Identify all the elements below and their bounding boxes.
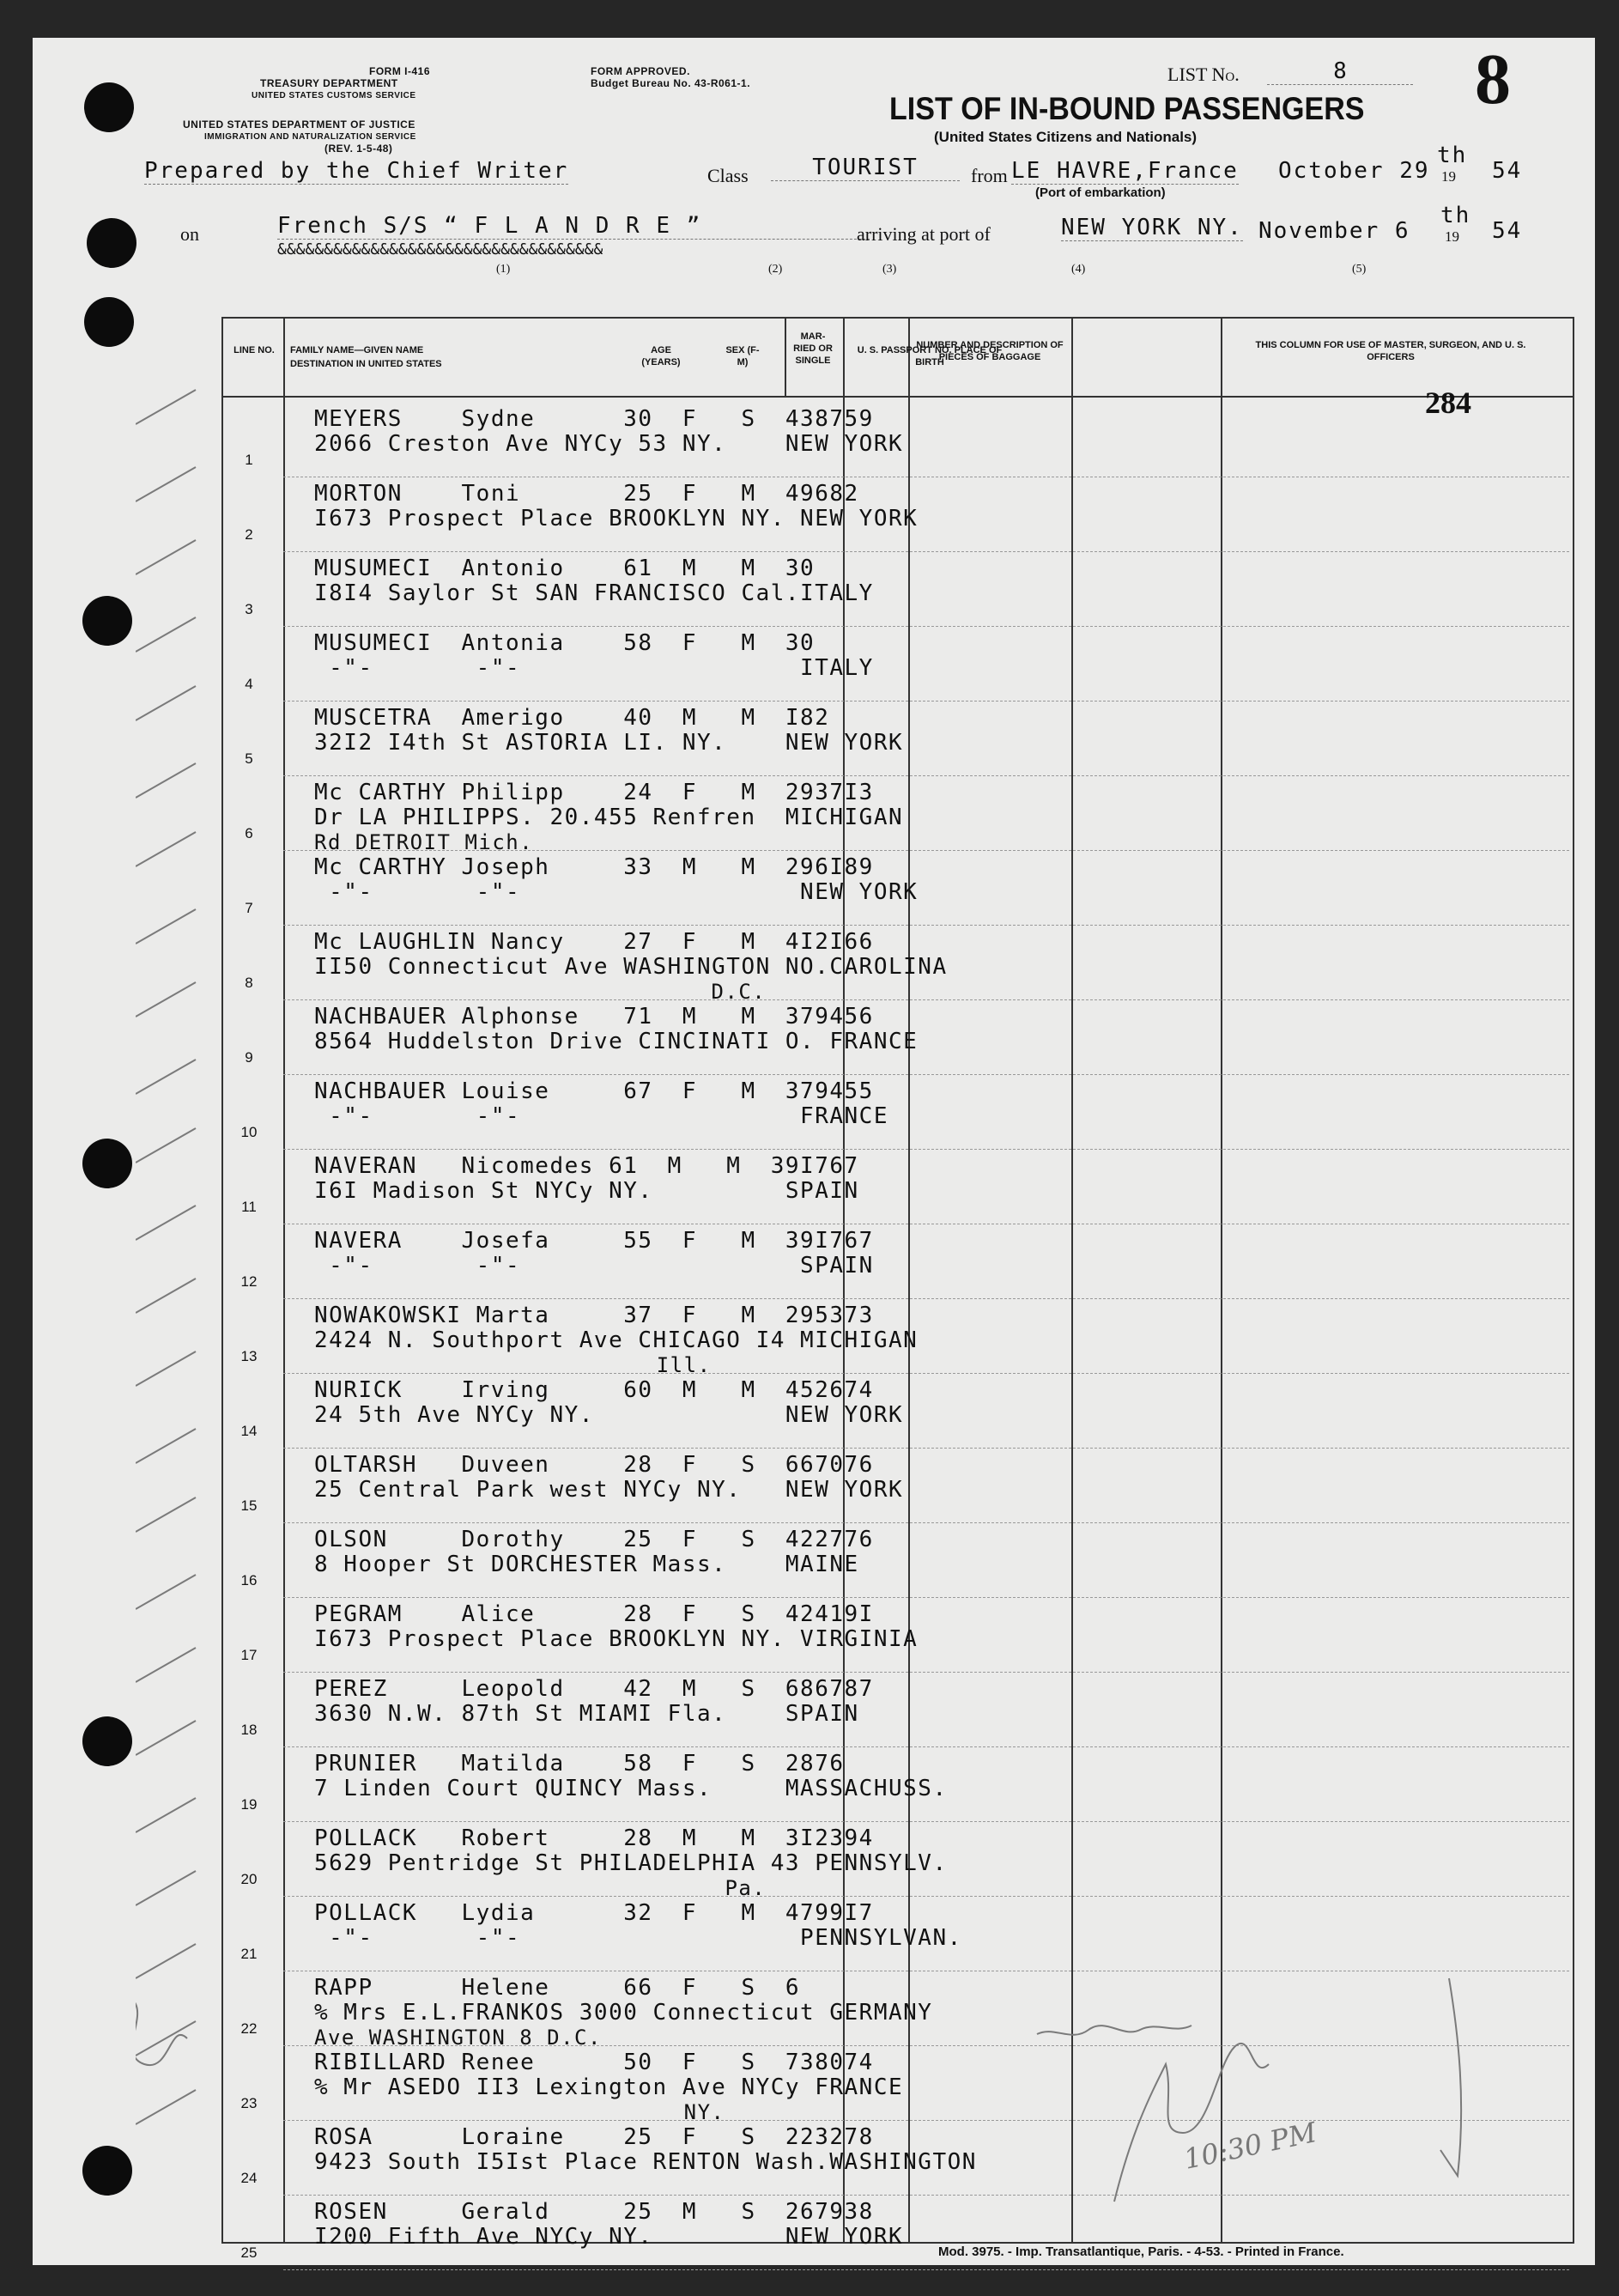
passenger-entry-line: PEREZ Leopold 42 M S 686787: [314, 1676, 874, 1702]
ship-strikeout: &&&&&&&&&&&&&&&&&&&&&&&&&&&&&&&&&&&: [277, 240, 603, 258]
line-number: 6: [245, 825, 253, 841]
budget-bureau: Budget Bureau No. 43-R061-1.: [591, 77, 751, 89]
line-number: 25: [240, 2244, 258, 2261]
passenger-entry-line: ROSA Loraine 25 F S 223278: [314, 2124, 874, 2150]
col-header-line: LINE NO.: [233, 345, 275, 355]
col-header-name: FAMILY NAME—GIVEN NAME: [290, 345, 424, 355]
col-header-destination: DESTINATION IN UNITED STATES: [290, 359, 442, 369]
line-number: 22: [240, 2020, 258, 2037]
passenger-entry-line: I8I4 Saylor St SAN FRANCISCO Cal.ITALY: [314, 580, 874, 606]
punch-hole: [84, 297, 134, 347]
customs-service: UNITED STATES CUSTOMS SERVICE: [252, 91, 416, 100]
document-page: [33, 38, 1595, 2265]
departure-year: 54: [1492, 158, 1523, 184]
passenger-entry-line: MUSUMECI Antonio 61 M M 30: [314, 556, 816, 581]
passenger-entry-line: I673 Prospect Place BROOKLYN NY. NEW YORK: [314, 506, 919, 531]
passenger-entry-line: MEYERS Sydne 30 F S 438759: [314, 406, 874, 432]
list-no-label: LIST No.: [1167, 64, 1240, 85]
arrival-port: NEW YORK NY.: [1061, 215, 1243, 240]
passenger-entry-line: MUSCETRA Amerigo 40 M M I82: [314, 705, 830, 731]
arrival-date: November 6: [1258, 218, 1410, 244]
form-approved: FORM APPROVED.: [591, 65, 690, 77]
arriving-label: arriving at port of: [857, 223, 991, 245]
passenger-entry-line: ROSEN Gerald 25 M S 267938: [314, 2199, 874, 2225]
line-number: 17: [240, 1647, 258, 1663]
arrival-year: 54: [1492, 218, 1523, 244]
passenger-entry-line: NAVERA Josefa 55 F M 39I767: [314, 1228, 874, 1254]
col-header-passport: U. S. PASSPORT NO. PLACE OF BIRTH: [857, 345, 1003, 367]
col-num-1: (1): [496, 263, 511, 276]
line-number: 21: [240, 1946, 258, 1962]
passenger-entry-line: MUSUMECI Antonia 58 F M 30: [314, 630, 816, 656]
passenger-entry-line: Ill.: [314, 1353, 712, 1377]
passenger-entry-line: 25 Central Park west NYCy NY. NEW YORK: [314, 1477, 904, 1503]
line-number: 24: [240, 2170, 258, 2186]
passenger-entry-line: -"- -"- FRANCE: [314, 1103, 888, 1129]
passenger-entry-line: NAVERAN Nicomedes 61 M M 39I767: [314, 1153, 859, 1179]
line-number: 23: [240, 2095, 258, 2111]
passenger-entry-line: 2066 Creston Ave NYCy 53 NY. NEW YORK: [314, 431, 904, 457]
line-number: 2: [245, 526, 253, 543]
punch-hole: [82, 1716, 132, 1766]
line-number: 13: [240, 1348, 258, 1364]
passenger-entry-line: Mc CARTHY Joseph 33 M M 296I89: [314, 854, 874, 880]
page-subtitle: (United States Citizens and Nationals): [934, 129, 1198, 145]
passenger-entry-line: -"- -"- PENNSYLVAN.: [314, 1925, 962, 1951]
passenger-entry-line: -"- -"- ITALY: [314, 655, 874, 681]
col-num-4: (4): [1071, 263, 1086, 276]
line-number: 11: [241, 1199, 257, 1215]
row-divider: [283, 2269, 1569, 2270]
prepared-by: Prepared by the Chief Writer: [144, 158, 569, 184]
on-label: on: [180, 223, 199, 245]
treasury-dept: TREASURY DEPARTMENT: [260, 77, 398, 89]
passenger-entry-line: PRUNIER Matilda 58 F S 2876: [314, 1751, 845, 1777]
passenger-entry-line: Rd DETROIT Mich.: [314, 830, 534, 854]
departure-century: 19: [1441, 168, 1456, 185]
punch-hole: [84, 82, 134, 132]
passenger-entry-line: 7 Linden Court QUINCY Mass. MASSACHUSS.: [314, 1776, 948, 1801]
port-of-embarkation: LE HAVRE,France: [1011, 158, 1239, 184]
col-header-officers: THIS COLUMN FOR USE OF MASTER, SURGEON, AND U. S. OFFICERS: [1255, 340, 1526, 362]
punch-hole: [87, 218, 136, 268]
col-num-2: (2): [768, 263, 783, 276]
line-number: 15: [240, 1497, 258, 1514]
passenger-entry-line: POLLACK Lydia 32 F M 4799I7: [314, 1900, 874, 1926]
passenger-entry-line: NACHBAUER Alphonse 71 M M 379456: [314, 1004, 874, 1030]
passenger-entry-line: % Mrs E.L.FRANKOS 3000 Connecticut GERMANY: [314, 2000, 933, 2026]
passenger-entry-line: NOWAKOWSKI Marta 37 F M 295373: [314, 1303, 874, 1328]
line-number: 9: [245, 1049, 253, 1066]
passenger-entry-line: % Mr ASEDO II3 Lexington Ave NYCy FRANCE: [314, 2074, 904, 2100]
handwritten-time: 10:30 PM: [1180, 2116, 1319, 2176]
line-number: 10: [240, 1124, 258, 1140]
page-title: LIST OF IN-BOUND PASSENGERS: [889, 91, 1365, 126]
line-number: 12: [240, 1273, 258, 1290]
passenger-entry-line: 8564 Huddelston Drive CINCINATI O. FRANCE: [314, 1029, 919, 1054]
pencil-annotations: [136, 381, 1543, 2219]
punch-hole: [82, 596, 132, 646]
passenger-entry-line: POLLACK Robert 28 M M 3I2394: [314, 1825, 874, 1851]
passenger-entry-line: 32I2 I4th St ASTORIA LI. NY. NEW YORK: [314, 730, 904, 756]
footer-imprint: Mod. 3975. - Imp. Transatlantique, Paris. - 4-53. - Printed in France.: [938, 2244, 1344, 2259]
passenger-entry-line: 5629 Pentridge St PHILADELPHIA 43 PENNSYLV.: [314, 1850, 948, 1876]
passenger-entry-line: Pa.: [314, 1876, 767, 1900]
departure-date: October 29: [1278, 158, 1430, 184]
line-number: 18: [240, 1722, 258, 1738]
passenger-entry-line: NURICK Irving 60 M M 452674: [314, 1377, 874, 1403]
passenger-entry-line: RAPP Helene 66 F S 6: [314, 1975, 801, 2001]
punch-hole: [82, 1139, 132, 1188]
arrival-century: 19: [1445, 228, 1459, 245]
passenger-entry-line: D.C.: [314, 980, 767, 1004]
passenger-entry-line: MORTON Toni 25 F M 49682: [314, 481, 859, 507]
passenger-entry-line: I673 Prospect Place BROOKLYN NY. VIRGINIA: [314, 1626, 919, 1652]
class-value: TOURIST: [771, 155, 960, 181]
line-number: 14: [240, 1423, 258, 1439]
passenger-entry-line: I200 Fifth Ave NYCy NY. NEW YORK: [314, 2224, 904, 2250]
passenger-entry-line: 2424 N. Southport Ave CHICAGO I4 MICHIGAN: [314, 1327, 919, 1353]
passenger-entry-line: OLTARSH Duveen 28 F S 667076: [314, 1452, 874, 1478]
passenger-entry-line: Dr LA PHILIPPS. 20.455 Renfren MICHIGAN: [314, 805, 904, 830]
line-number: 7: [245, 900, 253, 916]
passenger-entry-line: -"- -"- NEW YORK: [314, 879, 919, 905]
passenger-entry-line: PEGRAM Alice 28 F S 42419I: [314, 1601, 874, 1627]
arrival-date-suffix: th: [1440, 203, 1471, 228]
passenger-entry-line: OLSON Dorothy 25 F S 422776: [314, 1527, 874, 1552]
passenger-entry-line: NY.: [314, 2100, 725, 2124]
col-header-baggage: NUMBER AND DESCRIPTION OF PIECES OF BAGGAGE: [916, 340, 1064, 362]
stamp-number: 284: [1425, 386, 1471, 420]
col-num-5: (5): [1352, 263, 1367, 276]
list-no-value: 8: [1267, 58, 1413, 85]
ship-name: French S/S “ F L A N D R E ”: [277, 213, 870, 240]
passenger-entry-line: 3630 N.W. 87th St MIAMI Fla. SPAIN: [314, 1701, 859, 1727]
line-number: 1: [245, 452, 253, 468]
passenger-entry-line: I6I Madison St NYCy NY. SPAIN: [314, 1178, 859, 1204]
passenger-entry-line: -"- -"- SPAIN: [314, 1253, 874, 1279]
passenger-entry-line: RIBILLARD Renee 50 F S 738074: [314, 2050, 874, 2075]
passenger-entry-line: II50 Connecticut Ave WASHINGTON NO.CAROLINA: [314, 954, 948, 980]
line-number: 3: [245, 601, 253, 617]
form-number: FORM I-416: [369, 65, 431, 77]
col-num-3: (3): [882, 263, 897, 276]
passenger-entry-line: 8 Hooper St DORCHESTER Mass. MAINE: [314, 1552, 859, 1577]
passenger-entry-line: 9423 South I5Ist Place RENTON Wash.WASHINGTON: [314, 2149, 977, 2175]
port-caption: (Port of embarkation): [1035, 185, 1166, 200]
line-number: 20: [240, 1871, 258, 1887]
departure-date-suffix: th: [1437, 143, 1468, 168]
from-label: from: [971, 165, 1008, 186]
passenger-entry-line: Ave WASHINGTON 8 D.C.: [314, 2026, 602, 2050]
revision: (REV. 1-5-48): [324, 143, 393, 155]
punch-hole: [82, 2146, 132, 2196]
class-label: Class: [707, 165, 749, 186]
immigration-service: IMMIGRATION AND NATURALIZATION SERVICE: [204, 132, 416, 142]
col-header-age: AGE (YEARS): [641, 345, 681, 367]
line-number: 4: [245, 676, 253, 692]
col-header-married: MAR- RIED OR SINGLE: [793, 331, 833, 366]
page-number: 8: [1475, 39, 1511, 119]
justice-dept: UNITED STATES DEPARTMENT OF JUSTICE: [183, 118, 415, 131]
passenger-entry-line: NACHBAUER Louise 67 F M 379455: [314, 1078, 874, 1104]
passenger-entry-line: 24 5th Ave NYCy NY. NEW YORK: [314, 1402, 904, 1428]
passenger-entry-line: Mc CARTHY Philipp 24 F M 2937I3: [314, 780, 874, 805]
line-number: 16: [240, 1572, 258, 1588]
line-number: 5: [245, 750, 253, 767]
line-number: 19: [240, 1796, 258, 1813]
col-header-sex: SEX (F-M): [725, 345, 760, 367]
passenger-entry-line: Mc LAUGHLIN Nancy 27 F M 4I2I66: [314, 929, 874, 955]
line-number: 8: [245, 975, 253, 991]
